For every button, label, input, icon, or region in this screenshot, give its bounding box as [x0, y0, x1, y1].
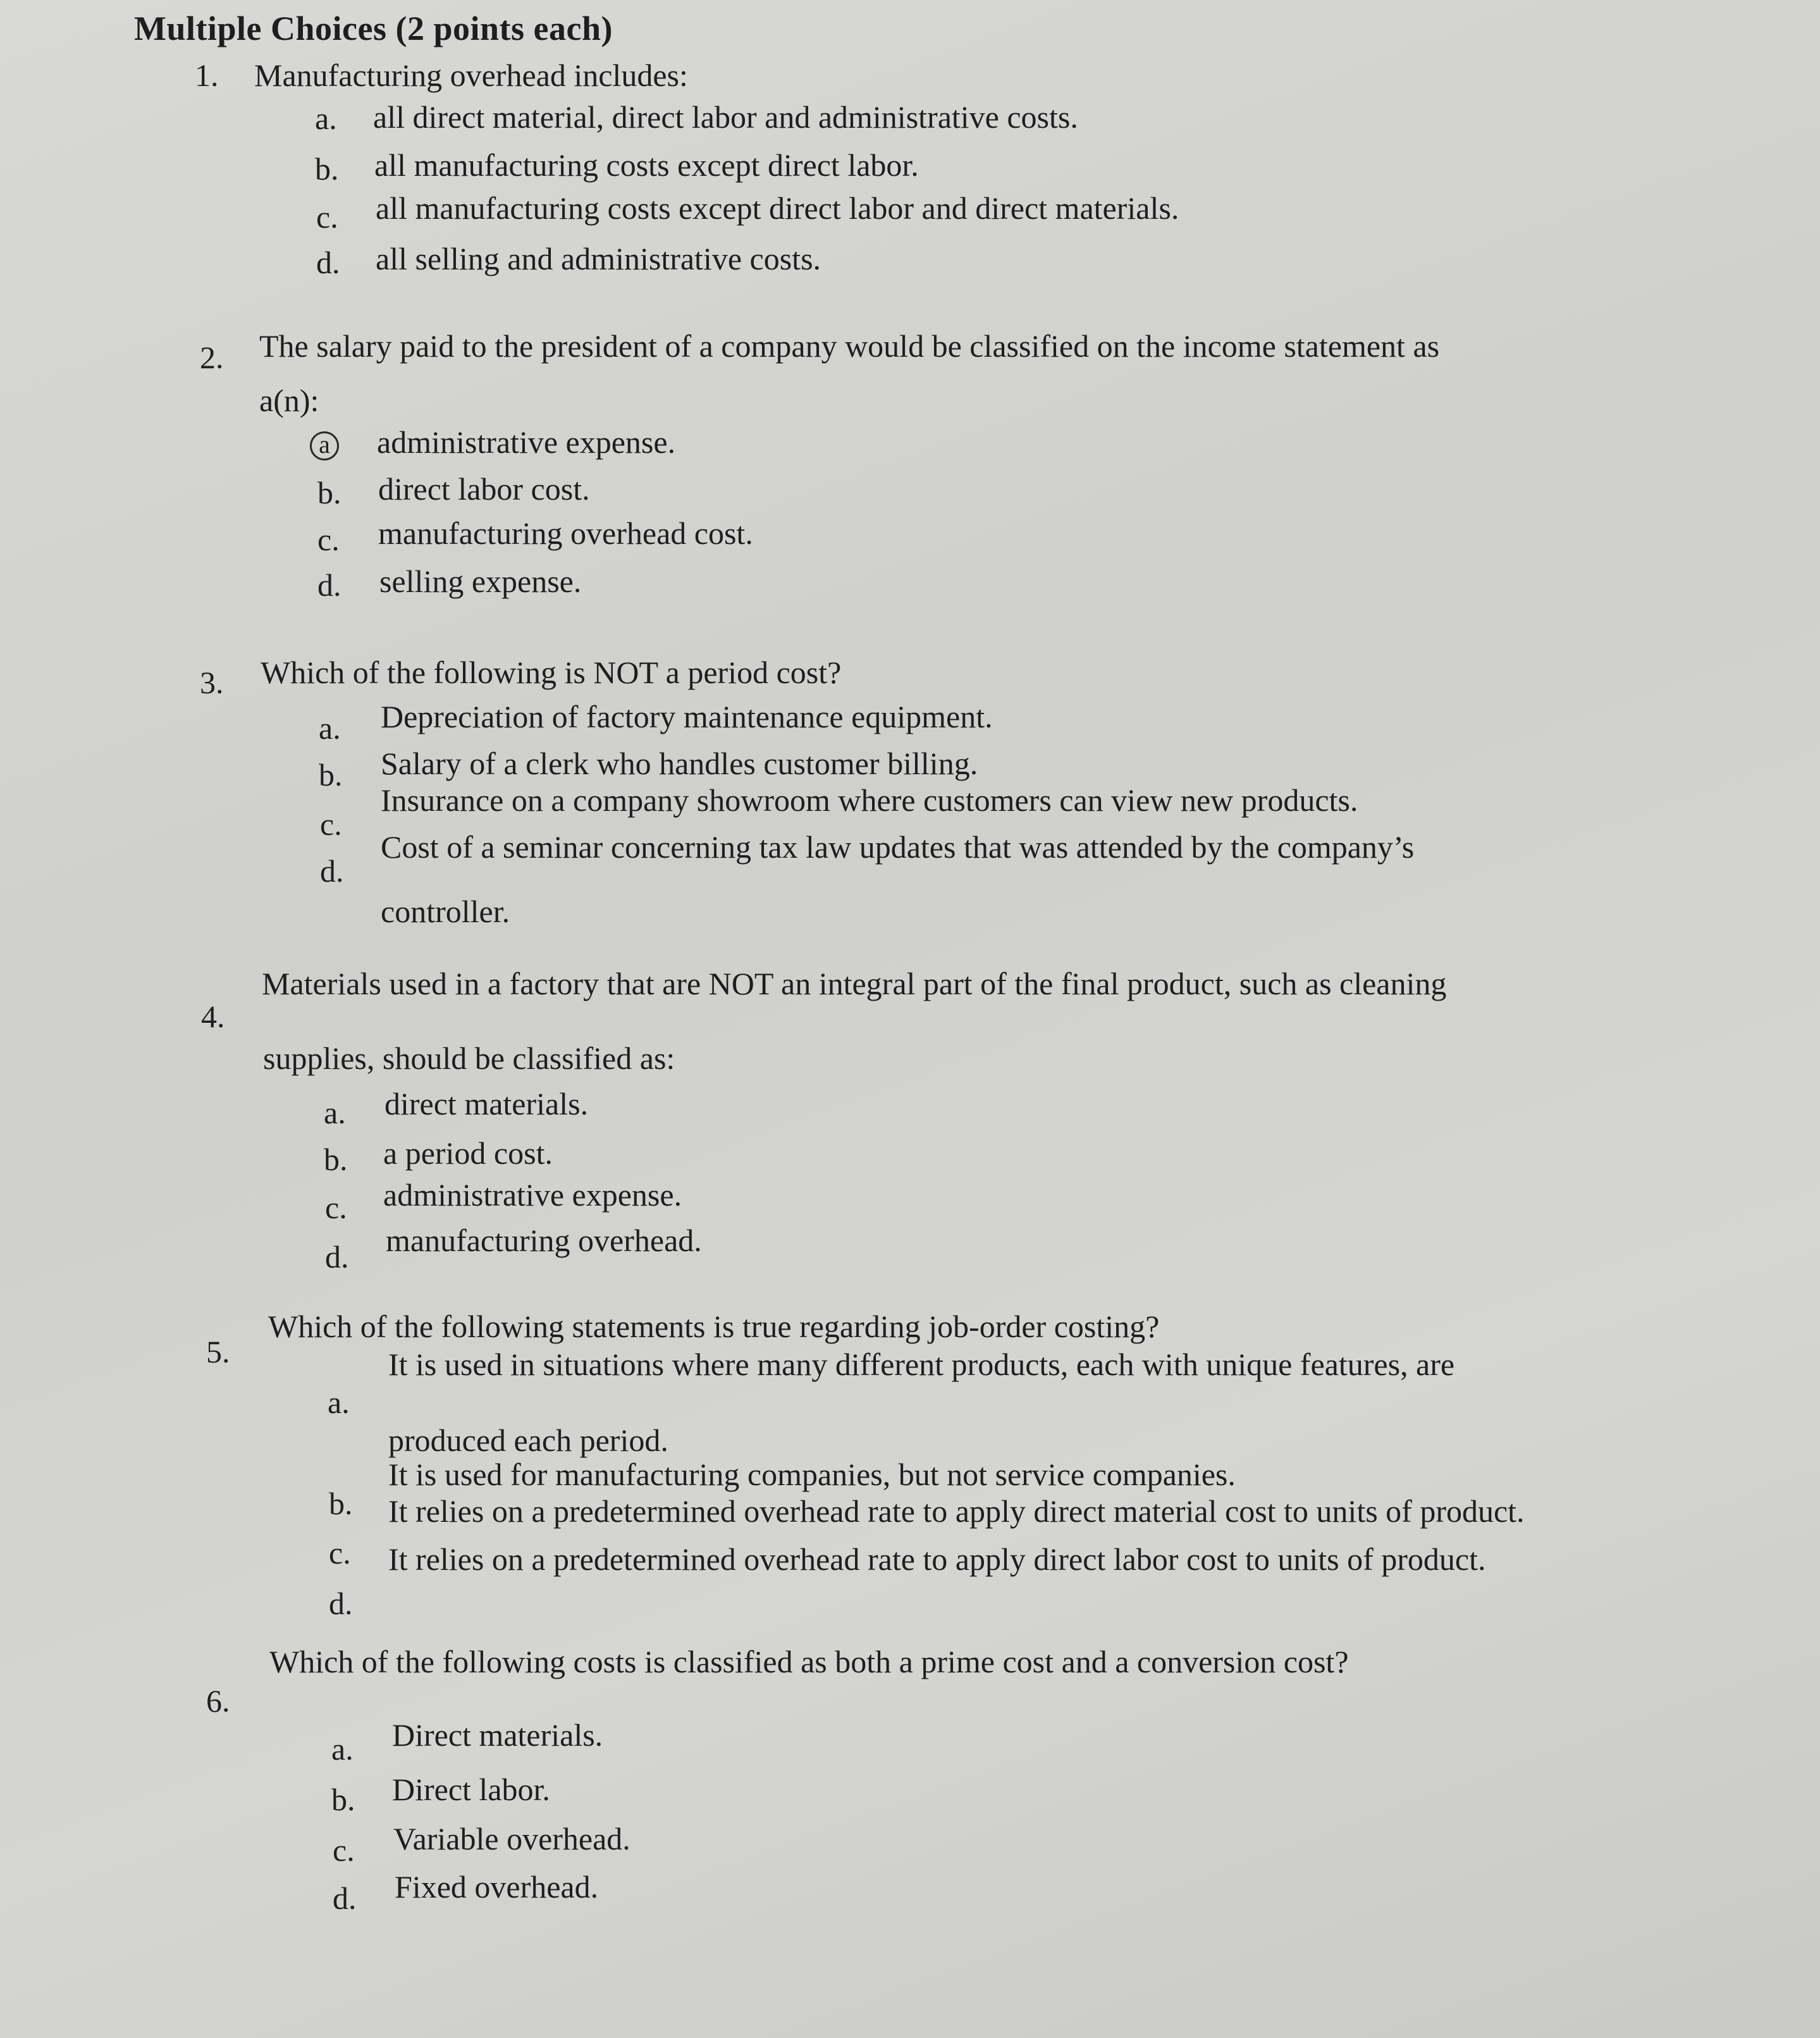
question-number: 2. — [200, 340, 224, 375]
option-letter: c. — [325, 1190, 347, 1225]
question-number: 5. — [206, 1334, 230, 1369]
circled-letter: a — [310, 431, 339, 460]
option-text: selling expense. — [379, 564, 582, 599]
option-letter: c. — [316, 199, 338, 235]
question-number: 1. — [195, 58, 219, 93]
option-text: Fixed overhead. — [395, 1869, 599, 1905]
section-heading: Multiple Choices (2 points each) — [134, 9, 613, 47]
question-stem: Which of the following costs is classified as both a prime cost and a conversion cost? — [269, 1644, 1349, 1679]
option-text: manufacturing overhead. — [386, 1223, 702, 1258]
option-letter: a. — [328, 1385, 350, 1420]
option-text: Direct materials. — [392, 1717, 603, 1753]
question-number: 4. — [201, 999, 225, 1034]
circled-answer-mark — [310, 431, 339, 460]
question-stem: Manufacturing overhead includes: — [254, 58, 688, 93]
option-letter: d. — [325, 1239, 349, 1275]
option-letter: b. — [317, 475, 341, 510]
option-letter: b. — [319, 757, 343, 793]
option-text: direct materials. — [384, 1086, 589, 1121]
option-text: Direct labor. — [392, 1772, 550, 1807]
option-text: Depreciation of factory maintenance equipment. — [381, 699, 993, 734]
option-text: manufacturing overhead cost. — [378, 516, 753, 551]
option-letter: d. — [329, 1586, 353, 1621]
option-letter: b. — [331, 1782, 355, 1817]
option-text: administrative expense. — [383, 1177, 682, 1213]
option-text: It is used in situations where many different products, each with unique features, are — [388, 1347, 1455, 1382]
option-letter: b. — [324, 1142, 348, 1177]
option-letter: d. — [320, 853, 344, 889]
option-text: It relies on a predetermined overhead rate to apply direct material cost to units of product. — [388, 1493, 1525, 1529]
question-stem: Which of the following statements is true regarding job-order costing? — [268, 1309, 1160, 1344]
option-text: Cost of a seminar concerning tax law updates that was attended by the company’s — [381, 829, 1415, 865]
question-stem: The salary paid to the president of a company would be classified on the income statement as — [259, 328, 1440, 364]
option-text: It relies on a predetermined overhead rate to apply direct labor cost to units of product. — [388, 1541, 1486, 1577]
option-text: Variable overhead. — [393, 1821, 630, 1856]
option-text: all manufacturing costs except direct labor. — [374, 147, 919, 183]
option-letter: c. — [333, 1832, 355, 1868]
question-stem-continued: supplies, should be classified as: — [263, 1041, 675, 1076]
option-letter: d. — [316, 245, 340, 280]
option-letter: b. — [315, 151, 339, 187]
question-stem-continued: a(n): — [259, 383, 319, 418]
option-letter: b. — [329, 1486, 353, 1521]
option-text-continued: produced each period. — [388, 1423, 668, 1458]
option-text: all direct material, direct labor and administrative costs. — [373, 99, 1078, 135]
option-letter: a. — [324, 1095, 346, 1130]
option-text: all manufacturing costs except direct labor and direct materials. — [376, 190, 1179, 226]
option-text: all selling and administrative costs. — [376, 241, 821, 276]
option-text: It is used for manufacturing companies, but not service companies. — [388, 1457, 1236, 1492]
option-letter: a. — [319, 710, 341, 746]
option-text-continued: controller. — [381, 894, 510, 929]
option-text: direct labor cost. — [378, 471, 590, 507]
option-text: Salary of a clerk who handles customer billing. — [381, 746, 978, 781]
question-stem: Materials used in a factory that are NOT an integral part of the final product, such as cleaning — [262, 966, 1447, 1001]
option-text: Insurance on a company showroom where customers can view new products. — [381, 782, 1358, 818]
option-letter: c. — [329, 1535, 351, 1571]
option-text: a period cost. — [383, 1135, 553, 1171]
option-text: administrative expense. — [377, 424, 676, 460]
question-stem: Which of the following is NOT a period cost? — [261, 655, 842, 690]
option-letter: d. — [317, 567, 341, 603]
question-number: 3. — [200, 665, 224, 700]
option-letter: c. — [317, 522, 340, 557]
option-letter: a. — [331, 1731, 354, 1767]
option-letter: c. — [320, 806, 342, 842]
question-number: 6. — [206, 1683, 230, 1719]
option-letter: d. — [333, 1881, 357, 1916]
option-letter: a. — [315, 101, 337, 136]
